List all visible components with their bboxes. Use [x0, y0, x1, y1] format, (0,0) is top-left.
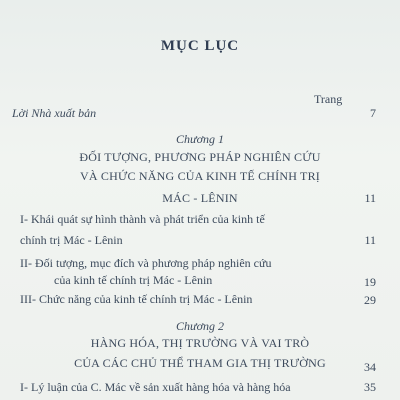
toc-section-line: I- Lý luận của C. Mác về sản xuất hàng hóa và hàng hóa — [20, 380, 291, 394]
chapter-title-line: MÁC - LÊNIN — [162, 191, 238, 205]
chapter-page-number: 11 — [364, 191, 376, 205]
chapter-title-line: CỦA CÁC CHỦ THỂ THAM GIA THỊ TRƯỜNG — [74, 356, 326, 370]
page-title: MỤC LỤC — [160, 38, 240, 54]
chapter-title-line: VÀ CHỨC NĂNG CỦA KINH TẾ CHÍNH TRỊ — [79, 169, 320, 183]
toc-section-line: của kinh tế chính trị Mác - Lênin — [54, 273, 213, 287]
section-page-number: 35 — [364, 380, 376, 394]
chapter-page-number: 34 — [364, 360, 376, 374]
toc-section-line: II- Đối tượng, mục đích và phương pháp nghiên cứu — [20, 256, 272, 270]
chapter-title-line: HÀNG HÓA, THỊ TRƯỜNG VÀ VAI TRÒ — [90, 336, 310, 350]
chapter-label: Chương 2 — [176, 319, 224, 333]
section-page-number: 19 — [364, 275, 376, 289]
chapter-label: Chương 1 — [176, 132, 224, 146]
toc-entry-page-number: 7 — [370, 106, 376, 120]
section-page-number: 11 — [364, 233, 376, 247]
toc-entry-publisher-note: Lời Nhà xuất bản — [12, 106, 97, 120]
toc-section-line: I- Khái quát sự hình thành và phát triển của kinh tế — [20, 212, 265, 226]
toc-section-line: chính trị Mác - Lênin — [20, 233, 123, 247]
toc-section-line: III- Chức năng của kinh tế chính trị Mác - Lênin — [20, 292, 253, 306]
page-column-header: Trang — [314, 92, 343, 106]
section-page-number: 29 — [364, 293, 376, 307]
chapter-title-line: ĐỐI TƯỢNG, PHƯƠNG PHÁP NGHIÊN CỨU — [79, 150, 321, 164]
